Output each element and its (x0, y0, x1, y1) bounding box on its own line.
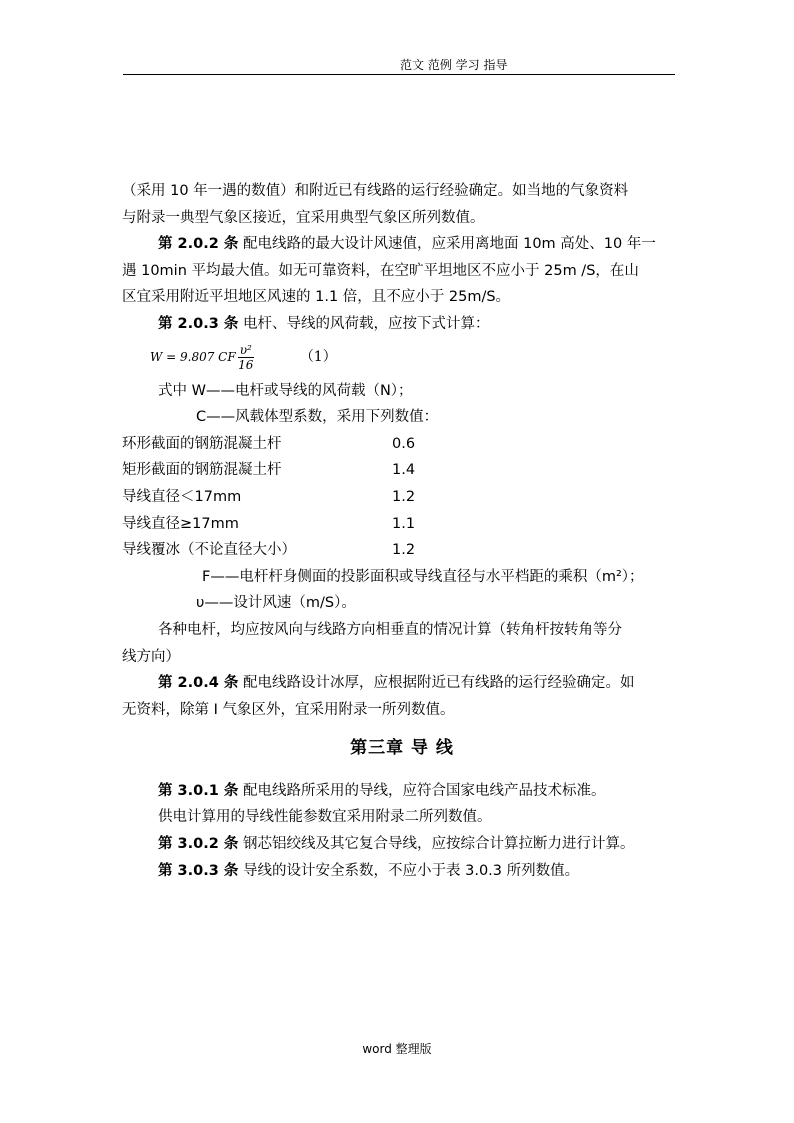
header-text: 范文 范例 学习 指导 (400, 58, 508, 72)
coefficient-value: 1.2 (392, 488, 416, 505)
coefficient-row (122, 457, 682, 484)
paragraph-line: 线方向） (122, 648, 180, 665)
clause-text: 配电线路所采用的导线，应符合国家电线产品技术标准。 (238, 782, 606, 799)
page-footer: word 整理版 (362, 1042, 432, 1056)
coefficient-row (122, 431, 682, 458)
paragraph-line: 遇 10min 平均最大值。如无可靠资料，在空旷平坦地区不应小于 25m /S，在山 (122, 262, 639, 279)
coefficient-row (122, 537, 682, 564)
coefficient-name: 环形截面的钢筋混凝土杆 (122, 435, 282, 452)
clause-label: 第 2.0.4 条 (158, 675, 239, 692)
definition-v: υ——设计风速（m/S）。 (196, 595, 356, 612)
definition-c: C——风载体型系数，采用下列数值： (196, 409, 439, 426)
formula-lhs: W = 9.807 CF (150, 350, 236, 365)
coefficient-name: 导线直径＜17mm (122, 488, 242, 505)
paragraph-line: 供电计算用的导线性能参数宜采用附录二所列数值。 (158, 809, 492, 826)
clause-2-0-2 (122, 231, 682, 258)
clause-label: 第 2.0.2 条 (158, 236, 239, 253)
clause-text: 配电线路设计冰厚，应根据附近已有线路的运行经验确定。如 (238, 675, 635, 692)
coefficient-value: 1.2 (392, 542, 416, 559)
coefficient-name: 导线覆冰（不论直径大小） (122, 542, 296, 559)
formula-expression (150, 343, 254, 372)
clause-2-0-3 (122, 311, 682, 338)
paragraph-line: （采用 10 年一遇的数值）和附近已有线路的运行经验确定。如当地的气象资料 (122, 183, 629, 199)
clause-3-0-1 (122, 778, 682, 805)
definition-f: F——电杆杆身侧面的投影面积或导线直径与水平档距的乘积（m²）； (202, 568, 644, 585)
coefficient-name: 矩形截面的钢筋混凝土杆 (122, 462, 282, 479)
clause-label: 第 3.0.3 条 (158, 862, 239, 879)
page-header (123, 55, 675, 75)
wind-load-formula (122, 338, 682, 378)
coefficient-value: 1.1 (392, 515, 416, 532)
clause-label: 第 2.0.3 条 (158, 315, 239, 332)
paragraph-line: 与附录一典型气象区接近，宜采用典型气象区所列数值。 (122, 209, 485, 226)
clause-text: 导线的设计安全系数，不应小于表 3.0.3 所列数值。 (238, 862, 580, 879)
paragraph-line: 区宜采用附近平坦地区风速的 1.1 倍，且不应小于 25m/S。 (122, 289, 511, 306)
clause-text: 电杆、导线的风荷载，应按下式计算： (238, 315, 490, 332)
formula-denominator: 16 (238, 358, 254, 373)
coefficient-row (122, 484, 682, 511)
coefficient-name: 导线直径≥17mm (122, 515, 239, 532)
coefficient-row (122, 511, 682, 538)
clause-label: 第 3.0.2 条 (158, 836, 239, 853)
clause-3-0-3 (122, 858, 682, 885)
paragraph-line: 无资料，除第 I 气象区外，宜采用附录一所列数值。 (122, 701, 455, 718)
coefficient-value: 0.6 (392, 435, 416, 452)
clause-text: 钢芯铝绞线及其它复合导线，应按综合计算拉断力进行计算。 (238, 836, 635, 853)
coefficient-value: 1.4 (392, 462, 416, 479)
clause-2-0-4 (122, 670, 682, 697)
where-line: 式中 W——电杆或导线的风荷载（N）； (158, 382, 413, 399)
formula-numerator: υ² (239, 343, 252, 358)
equation-number: （1） (299, 349, 337, 366)
chapter-title: 第三章 导 线 (350, 738, 454, 759)
clause-3-0-2 (122, 831, 682, 858)
clause-label: 第 3.0.1 条 (158, 782, 239, 799)
clause-text: 配电线路的最大设计风速值，应采用离地面 10m 高处、10 年一 (238, 236, 656, 253)
paragraph-line: 各种电杆，均应按风向与线路方向相垂直的情况计算（转角杆按转角等分 (158, 621, 622, 638)
formula-fraction (238, 343, 254, 372)
document-body (122, 178, 682, 884)
